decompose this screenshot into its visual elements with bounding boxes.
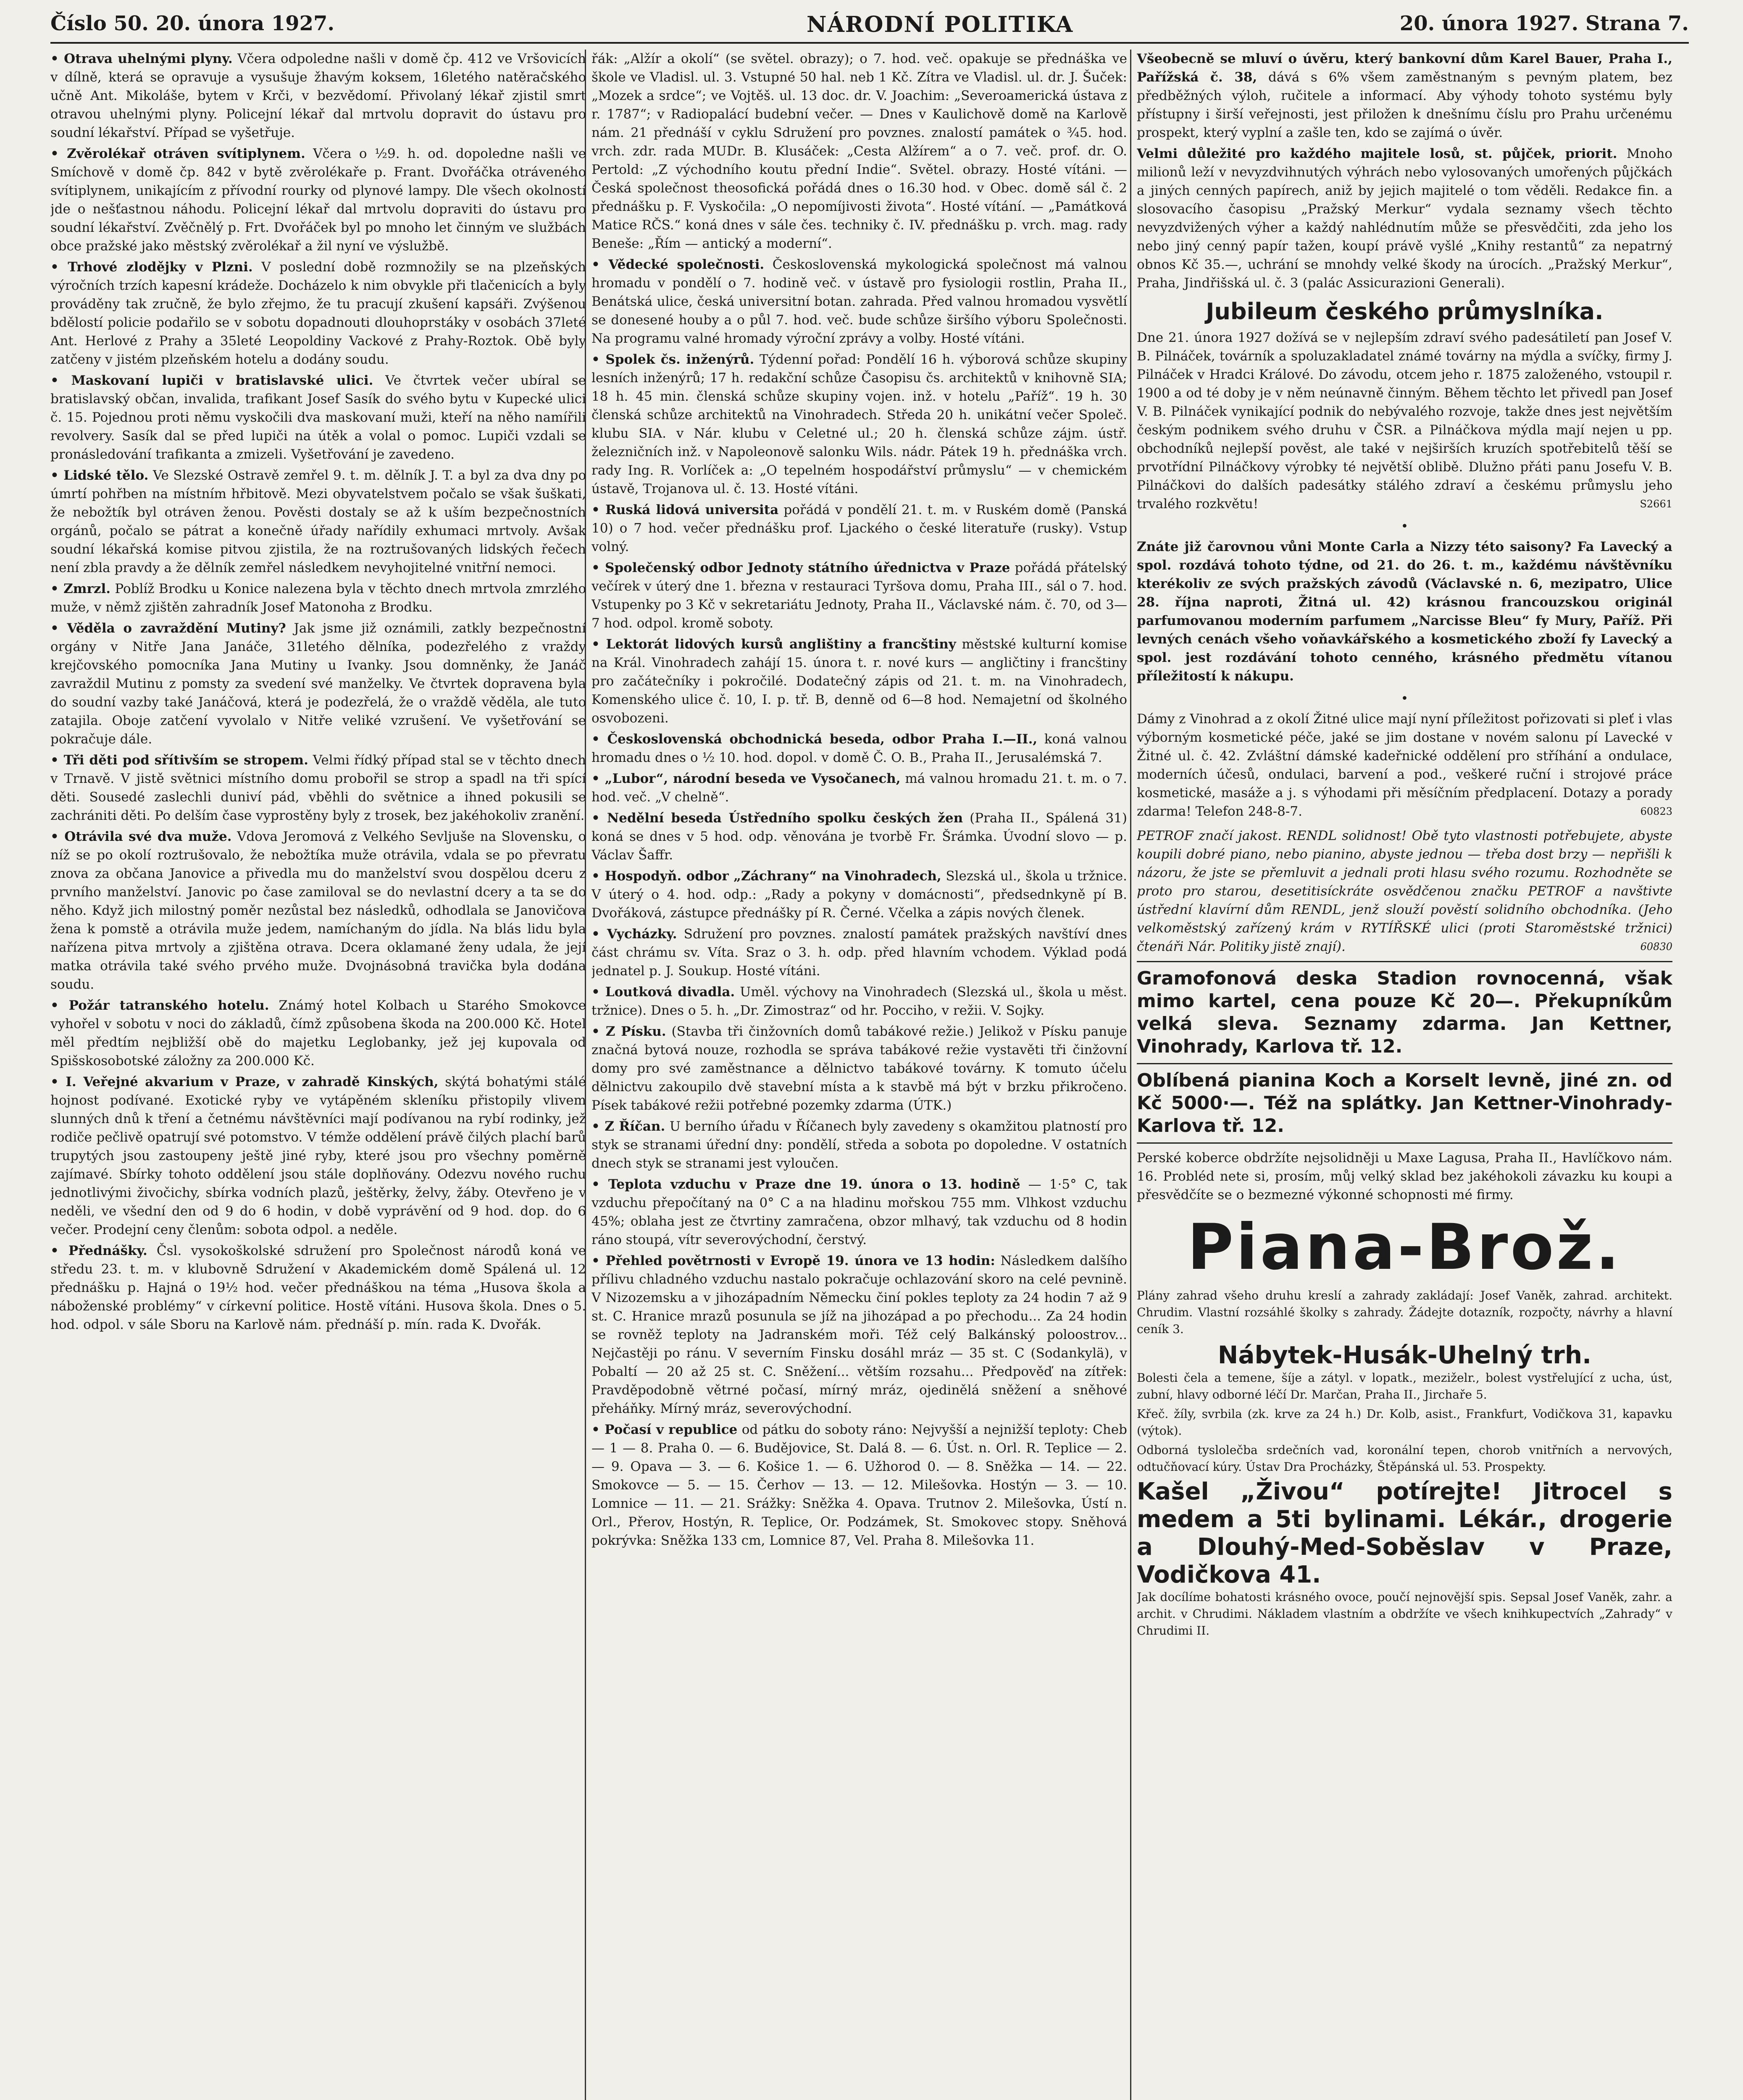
bullet-marker: •	[592, 1422, 605, 1437]
jubileum-text: Dne 21. února 1927 dožívá se v nejlepším zdraví svého padesátiletí pan Josef V. B. Pilnáček, továrník a spoluzakladatel známé továrny na mýdla a svíčky, firmy J. Pilnáček v Hradci Králové. Do závodu, otcem jeho r. 1875 založeného, vstoupil r. 1900 a od té doby je v něm neúnavně činným. Během těchto let přivedl pan Josef V. B. Pilnáček vynikající podnik do nebývalého rozvoje, takže dnes jest největším českým podnikem svého druhu v ČSR. a Pilnáčkova mýdla mají nejen u pp. obchodníků nejlepší pověst, ale také v nejširších kruzích spotřebitelů těší se prvotřídní Pilnáčkovy výrobky té největší oblibě. Dlužno přáti panu Josefu V. B. Pilnáčkovi do dalších padesátky stálého zdraví a českému průmyslu jeho trvalého rozkvětu!	[1137, 330, 1672, 512]
bullet-marker: •	[592, 1253, 606, 1268]
article-text: městské kulturní komise na Král. Vinohradech zahájí 15. února t. r. nové kurs — angličtiny i francštiny pro začátečníky i pokročilé. Dodatečný zápis od 21. t. m. na Vinohradech, Komenského ulice č. 10, I. p. tř. B, denně od 6—8 hod. Nemajetní od školného osvobozeni.	[592, 637, 1127, 726]
article-text: řák: „Alžír a okolí“ (se světel. obrazy); o 7. hod. več. opakuje se přednáška ve škole ve Vladisl. ul. 3. Vstupné 50 hal. neb 1 Kč. Zítra ve Vladisl. ul. dr. J. Šuček: „Mozek a srdce“; ve Vojtěš. ul. 13 doc. dr. V. Joachim: „Severoamerická ústava z r. 1787“; v Radiopalácí budební večer. — Dnes v Kaulichově domě na Karlově nám. 21 přednáší v cyklu Sdružení pro povznes. znalostí památek o ¾5. hod. vrch. zdr. rada MUDr. B. Klusáček: „Cesta Alžírem“ a o 7. več. prof. dr. O. Pertold: „Z východního koutu přední Indie“. Světel. obrazy. Hosté vítáni. — Česká společnost theosofická pořádá dnes o 16.30 hod. v Obec. domě sál č. 2 přednášku p. F. Vyskočila: „O nepomíjivosti života“. Hosté vítání. — „Památková Matice RČS.“ koná dnes v sále čes. techniky č. IV. přednášku p. vrch. mag. rady Beneše: „Řím — antický a moderní“.	[592, 51, 1127, 251]
article-text: Jak jsme již oznámili, zatkly bezpečnostní orgány v Nitře Jana Janáče, 31letého dělníka, podezřelého z vraždy krejčovského pomocníka Jana Mutiny u Ivanky. Jsou domněnky, že Janáč zavraždil Mutinu z pomsty za svedení své manželky. Ve čtvrtek dopravena byla do soudní vazby také Janáčová, která je podezřelá, že o vraždě věděla, ale tuto zatajila. Oboje zatčení vyvolalo v Nitře veliké vzrušení. Ve vyšetřování se pokračuje dále.	[50, 621, 586, 747]
bullet-marker: •	[592, 502, 605, 517]
bullet-marker: •	[592, 637, 606, 652]
article-headline: Společenský odbor Jednoty státního úřednictva v Praze	[605, 560, 1010, 575]
article-headline: Přehled povětrnosti v Evropě 19. února ve 13 hodin:	[605, 1253, 995, 1268]
article-headline: Zmrzl.	[63, 581, 111, 596]
article	[50, 580, 586, 617]
article	[592, 983, 1127, 1020]
article-headline: Trhové zlodějky v Plzni.	[68, 260, 253, 275]
separator: •	[1401, 691, 1409, 706]
article-headline: Maskovaní lupiči v bratislavské ulici.	[71, 373, 373, 388]
petrof-ad	[1137, 827, 1672, 956]
article-text: dává s 6% všem zaměstnaným s pevným platem, bez předběžných výloh, ručitele a informací. Aby výhody tohoto systému byly přístupny i širší veřejnosti, jest přiložen k dnešnímu číslu pro Prahu určenému prospekt, který vyplní a zašle ten, kdo se zajímá o úvěr.	[1137, 70, 1672, 140]
article-headline: Přednášky.	[68, 1243, 147, 1258]
article	[592, 559, 1127, 633]
article-text: od pátku do soboty ráno: Nejvyšší a nejnižší teploty: Cheb — 1 — 8. Praha 0. — 6. Budějovice, St. Dalá 8. — 6. Úst. n. Orl. R. Teplice — 2. — 9. Opava — 3. — 6. Košice 1. — 6. Užhorod 0. — 8. Sněžka — 14. — 22. Smokovce — 5. — 15. Čerhov — 13. — 12. Milešovka. Hostýn — 3. — 10. Lomnice — 11. — 21. Srážky: Sněžka 4. Opava. Trutnov 2. Milešovka, Ústí n. Orl., Přerov, Hostýn, R. Teplice, Or. Podzámek, St. Smokovec stopy. Sněhová pokrývka: Sněžka 133 cm, Lomnice 87, Vel. Praha 8. Milešovka 11.	[592, 1422, 1127, 1548]
bullet-marker: •	[50, 373, 71, 388]
bullet-marker: •	[592, 811, 607, 826]
bullet-marker: •	[50, 581, 64, 596]
article	[592, 1117, 1127, 1173]
article-text: Známý hotel Kolbach u Starého Smokovce vyhořel v sobotu v noci do základů, čímž způsobena škoda na 200.000 Kč. Hotel měl předtím nejbližší obě do majetku Leglobanky, jež jej kupovala od Spišskosobotské záložny za 200.000 Kč.	[50, 998, 586, 1068]
article	[592, 501, 1127, 556]
article-text: pořádá v pondělí 21. t. m. v Ruském domě (Panská 10) o 7 hod. večer přednášku prof. Ljackého o české literatuře (rusky). Vstup volný.	[592, 502, 1127, 554]
bullet-marker: •	[592, 771, 605, 786]
article	[1137, 50, 1672, 142]
article-headline: Počasí v republice	[605, 1422, 738, 1437]
article-text: U berního úřadu v Říčanech byly zavedeny s okamžitou platností pro styk se stranami úřední dny: pondělí, středa a sobota po dopoledne. V ostatních dnech styk se stranami jest vyloučen.	[592, 1119, 1127, 1171]
article	[50, 1073, 586, 1239]
date-page: 20. února 1927. Strana 7.	[1399, 12, 1689, 35]
header-rule	[50, 42, 1689, 44]
article	[50, 996, 586, 1070]
article-text: (Stavba tři činžovních domů tabákové režie.) Jelikož v Písku panuje značná bytová nouze, rozhodla se správa tabákové režie vystavěti tři činžovní domy pro své zaměstnance a dělnictvo tabákové továrny. K tomuto účelu dělnictvu zakoupilo dvě stavební místa a k stavbě má být v brzku přikročeno. Písek tabákové režii potřebné pozemky zdarma (ÚTK.)	[592, 1024, 1127, 1113]
article-text: Včera odpoledne našli v domě čp. 412 ve Vršovicích v dílně, která se opravuje a vysušuje žhavým koksem, 16letého natěračského učně Ant. Mikoláše, bytem v Krči, v bezvědomí. Přivolaný lékař zjistil smrt otravou uhelnými plyny. Policejní lékař dal mrtvolu dopravit do ústavu pro soudní lékařství. Případ se vyšetřuje.	[50, 51, 586, 140]
column-3	[1137, 50, 1672, 2100]
article-headline: „Lubor“, národní beseda ve Vysočanech,	[605, 771, 901, 786]
jubileum-title: Jubileum českého průmyslníka.	[1206, 298, 1604, 325]
bullet-marker: •	[592, 560, 605, 575]
column-2	[592, 50, 1127, 2100]
damy-text: Dámy z Vinohrad a z okolí Žitné ulice mají nyní příležitost pořizovati si pleť i vlas výborným kosmetické péče, jaké se jim dostane v novém salonu pí Lavecké v Žitné ul. č. 42. Zvláštní dámské kadeřnické oddělení pro stříhání a ondulace, moderních účesů, ondulaci, barvení a pod., veškeré ruční i strojové práce kosmetické, masáže a j. s výhodami při měsíčním předplacení. Dotazy a porady zdarma! Telefon 248-8-7.	[1137, 711, 1672, 819]
bullet-marker: •	[50, 1074, 66, 1089]
article	[592, 50, 1127, 253]
page-header	[50, 12, 1689, 41]
monte-carlo-text: Znáte již čarovnou vůni Monte Carla a Nizzy této saisony? Fa Lavecký a spol. rozdává tohoto týdne, od 21. do 26. t. m., každému návštěvníku kterékoliv ze svých pražských závodů (Václavské n. 6, mezipatro, Ulice 28. října naproti, Žitná ul. 42) krásnou francouzskou originál parfumovanou moderním parfumem „Narcisse Bleu“ fy Mury, Paříž. Při levných cenách všeho voňavkářského a kosmetického zboží fy Lavecký a spol. jest rozdávání tohoto cenného, krásného předmětu vítanou příležitostí k nákupu.	[1137, 539, 1672, 684]
article-headline: Vědecké společnosti.	[608, 257, 765, 272]
bullet-marker: •	[592, 1024, 606, 1039]
bullet-marker: •	[592, 927, 607, 942]
article-text: Čsl. vysokoškolské sdružení pro Společnost národů koná ve středu 23. t. m. v klubovně Sdružení v Akademickém domě Spálená ul. 12 přednášku p. Hajná o 19½ hod. večer přednáškou na téma „Husova škola a náboženské problémy“ v církevní politice. Hostě vítáni. Husova škola. Dnes o 5. hod. odpol. v sále Sboru na Karlově nám. přednáší p. mín. rada K. Dvořák.	[50, 1243, 586, 1332]
article	[592, 769, 1127, 806]
article-text: koná valnou hromadu dnes o ½ 10. hod. dopol. v domě Č. O. B., Praha II., Jerusalémská 7.	[592, 732, 1127, 765]
article-text: Vdova Jeromová z Velkého Sevljuše na Slovensku, o níž se po okolí roztrušovalo, že nebožtíka muže otrávila, vdala se po převratu znova za občana Janovice a přivedla mu do manželství svou dospělou dceru z prvního manželství. Janovic po čase zamiloval se do nevlastní dcery a ta se do něho. Když jich milostný poměr nezůstal bez následků, odhodlala se Janovičova žena k pomstě a otrávila muže jedem, namíchaným do jídla. Na blás lidu byla nařízena pitva mrtvoly a zjištěna otrava. Dcera oklamané ženy udala, že její matka otrávila také svého prvého muže. Dvojnásobná travička byla dodána soudu.	[50, 829, 586, 992]
article	[50, 827, 586, 994]
ad-code: S2661	[1640, 498, 1672, 510]
article	[592, 255, 1127, 348]
article-headline: Zvěrolékař otráven svítiplynem.	[67, 146, 305, 161]
ovoce-ad: Jak docílíme bohatosti krásného ovoce, poučí nejnovější spis. Sepsal Josef Vaněk, zahr. a archit. v Chrudimi. Nákladem vlastním a obdržíte ve všech knihkupectvích „Zahrady“ v Chrudimi II.	[1137, 1590, 1672, 1638]
article-headline: Velmi důležité pro každého majitele losů, st. půjček, priorit.	[1137, 146, 1617, 161]
article	[50, 619, 586, 748]
bullet-marker: •	[592, 1177, 608, 1192]
bullet-marker: •	[50, 1243, 68, 1258]
article	[592, 1252, 1127, 1418]
bullet-marker: •	[592, 869, 605, 884]
article-text: Velmi řídký případ stal se v těchto dnech v Trnavě. V jistě světnici místního domu probořil se strop a spadl na tři spící děti. Sousedé zaslechli duniví pád, vběhli do světnice a ihned pokusili se zachrániti děti. Po delším čase vyprostěny byly z trosek, bez jakéhokoliv zranění.	[50, 753, 586, 823]
article-text: Ve čtvrtek večer ubíral se bratislavský občan, invalida, trafikant Josef Sasík do svého bytu v Kupecké ulici č. 15. Pojednou proti němu vyskočili dva maskovaní muži, kteří na něho namířili revolvery. Sasík dal se před lupiči na útěk a volal o pomoc. Lupiči vzdali se pronásledování trafikanta a zmizeli. Vyšetřování je zavedeno.	[50, 373, 586, 462]
column-divider-2	[1130, 50, 1131, 2100]
bullet-marker: •	[592, 257, 609, 272]
separator: •	[1401, 519, 1409, 534]
article-headline: Lektorát lidových kursů anglištiny a francštiny	[606, 637, 956, 652]
article	[592, 867, 1127, 922]
bullet-marker: •	[50, 51, 64, 66]
bullet-marker: •	[592, 984, 605, 1000]
krec-ad: Křeč. žíly, svrbila (zk. krve za 24 h.) Dr. Kolb, asist., Frankfurt, Vodičkova 31, kapavku (výtok).	[1137, 1407, 1672, 1438]
article-text: Týdenní pořad: Pondělí 16 h. výborová schůze skupiny lesních inženýrů; 17 h. redakční schůze Časopisu čs. architektů v knihovně SIA; 18 h. 45 min. členská schůze skupiny vojen. inž. v hotelu „Paříž“. 19 h. 30 členská schůze architektů na Vinohradech. Středa 20 h. unikátní večer Společ. klubu SIA. v Nár. klubu v Celetné ul.; 20 h. členská schůze zájm. ústř. železničních inž. v Napoleonově salonku Wils. nádr. Pátek 19 h. přednáška vrch. rady Ing. R. Vorlíček a: „O tepelném hospodářství průmyslu“ — v chemickém ústavě, Trojanova ul. č. 13. Hosté vítáni.	[592, 352, 1127, 496]
article	[592, 350, 1127, 498]
article	[50, 144, 586, 255]
article	[592, 925, 1127, 980]
article-text: (Praha II., Spálená 31) koná se dnes v 5 hod. odp. věnována je tvorbě Fr. Šrámka. Úvodní slovo — p. Václav Šaffr.	[592, 811, 1127, 863]
article	[592, 635, 1127, 727]
bullet-marker: •	[50, 829, 65, 844]
nabytek-ad: Nábytek-Husák-Uhelný trh.	[1217, 1341, 1592, 1369]
tyslov-ad: Odborná tyslolečba srdečních vad, koronální tepen, chorob vnitřních a nervových, odtučňovací kúry. Ústav Dra Procházky, Štěpánská ul. 53. Prospekty.	[1137, 1443, 1672, 1474]
article-headline: Všeobecně se mluví o úvěru, který bankovní dům Karel Bauer, Praha I., Pařížská č. 38,	[1137, 51, 1672, 85]
article-text: — 1·5° C, tak vzduchu přepočítaný na 0° C a na hladinu mořskou 755 mm. Vlhkost vzduchu 45%; oblaha jest ze čtvrtiny zamračena, obzor mlhavý, tak vzduchu od 8 hodin ráno stoupá, vítr severovýchodní, čerstvý.	[592, 1177, 1127, 1247]
perske-ad: Perské koberce obdržíte nejsolidněji u Maxe Lagusa, Praha II., Havlíčkovo nám. 16. Probléd nete si, prosím, můj velký sklad bez jakéhokoli závazku ku koupi a přesvědčíte se o bezmezné výkonné schopnosti mé firmy.	[1137, 1150, 1672, 1202]
article-headline: Tři děti pod sřítivším se stropem.	[63, 753, 308, 768]
bullet-marker: •	[592, 352, 606, 367]
article-headline: Věděla o zavraždění Mutiny?	[67, 621, 286, 636]
damy-ad	[1137, 710, 1672, 821]
article-text: Slezská ul., škola u tržnice. V úterý o 4. hod. odp.: „Rady a pokyny v domácnosti“, předsednkyně pí B. Dvořáková, zástupce přednášky pí R. Černé. Včelka a zápis nových členek.	[592, 869, 1127, 921]
article-text: Ve Slezské Ostravě zemřel 9. t. m. dělník J. T. a byl za dva dny po úmrtí pohřben na místním hřbitově. Mezi obyvatelstvem počalo se však šuškati, že nebožtík byl otráven ženou. Pověsti dostaly se až k uším bezpečnostních orgánů, počalo se pátrat a konečně úřady nařídily exhumaci mrtvoly. Avšak soudní lékařská komise pitvou zjistila, že na roztrušovaných lidských řečech není zbla pravdy a že dělník zemřel následkem nevyhojitelné vnitřní nemoci.	[50, 468, 586, 575]
article-text: pořádá přátelský večírek v úterý dne 1. března v restauraci Tyršova domu, Praha III., sál o 7. hod. Vstupenky po 3 Kč v sekretariátu Jednoty, Praha II., Václavské nám. č. 70, od 3—7 hod. odpol. kromě soboty.	[592, 560, 1127, 631]
article-headline: Otrávila své dva muže.	[64, 829, 232, 844]
article-headline: Československá obchodnická beseda, odbor Praha I.—II.,	[607, 732, 1038, 747]
gramofon-ad: Gramofonová deska Stadion rovnocenná, však mimo kartel, cena pouze Kč 20—. Překupníkům velká sleva. Seznamy zdarma. Jan Kettner, Vinohrady, Karlova tř. 12.	[1137, 968, 1672, 1057]
article	[50, 1242, 586, 1334]
article-text: Včera o ½9. h. od. dopoledne našli ve Smíchově v domě čp. 842 v bytě zvěrolékaře p. Frant. Dvořáčka otráveného svítiplynem, unikajícím z přívodní rourky od plynové lampy. Dle všech okolností jde o nešťastnou náhodu. Policejní lékař dal mrtvolu dopraviti do ústavu pro soudní lékařství. Zvěčnělý p. Frt. Dvořáček byl po mnoho let činným ve službách obce pražské jako městský zvěrolékař a žil nyní ve výslužbě.	[50, 146, 586, 254]
article-headline: Vycházky.	[607, 927, 677, 942]
article	[592, 1175, 1127, 1249]
article-text: skýtá bohatými stálé hojnost podívané. Exotické ryby ve vytápěném skleníku přistopily vlivem slunných dnů k tření a četnému návštěvníci mají podívanou na rybí rodinky, jež rodiče pečlivě opatrují své potomstvo. V témže oddělení právě čilých plachí barů trupytých jsou zastoupeny ještě jiné ryby, které jsou pro všechny poměrně zajímavé. Sbírky tohoto oddělení jsou stále doplňovány. Odezvu nového ruchu jednotlivými živočichy, sbírka vodních plazů, ještěrky, želvy, žáby. Otevřeno je v neděli, ve všední den od 9 do 6 hodin, v době vyprávění od 9 hod. dop. do 6 večer. Prodejní ceny členům: sobota odpol. a neděle.	[50, 1074, 586, 1237]
issue-number: Číslo 50. 20. února 1927.	[50, 12, 335, 35]
article-headline: Lidské tělo.	[63, 468, 149, 483]
article-headline: Z Písku.	[605, 1024, 666, 1039]
article-headline: Nedělní beseda Ústředního spolku českých žen	[607, 811, 963, 826]
article	[50, 50, 586, 142]
ad-code: 60823	[1640, 806, 1672, 817]
article-headline: Z Říčan.	[605, 1119, 665, 1134]
article-headline: Loutková divadla.	[605, 984, 735, 1000]
article-text: V poslední době rozmnožily se na plzeňských výročních trzích kapesní krádeže. Docházelo k nim obvykle při tlačenicích a byly prováděny tak zručně, že bylo zřejmo, že tu pracují zkušení kapsáři. Zvýšenou bdělostí policie podařilo se v sobotu dopadnouti dlouhoprstáky v osobách 37leté Ant. Herlové z Prahy a 35leté Leopoldiny Vackové z Prahy-Roztok. Obě byly zatčeny v jistém plzeňském hotelu a dodány soudu.	[50, 260, 586, 367]
article-headline: Teplota vzduchu v Praze dne 19. února o 13. hodině	[608, 1177, 1020, 1192]
article-text: Následkem dalšího přílivu chladného vzduchu nastalo pokračuje ochlazování skoro na celé pevnině. V Nizozemsku a v jihozápadním Německu činí pokles teploty za 24 hodin 7 až 9 st. C. Hranice mrazů posunula se jíž na jihozápad a po přechodu... Za 24 hodin se rovněž teploty na Jadranském moři. Též celý Balkánský poloostrov... Nejčastěji po ránu. V severním Finsku dosáhl mráz — 35 st. C (Sodankylä), v Pobaltí — 20 až 25 st. C. Sněžení... větším rozsahu... Předpověď na zítřek: Pravděpodobně větrné počasí, mírný mráz, ojedinělá sněžení a sněhové přeháňky. Mírný mráz, severovýchodní.	[592, 1253, 1127, 1416]
bolesti-ad: Bolesti čela a temene, šíje a zátyl. v lopatk., meziželr., bolest vystřelující z ucha, úst, zubní, hlavy odborné léčí Dr. Marčan, Praha II., Jirchaře 5.	[1137, 1371, 1672, 1402]
article	[50, 371, 586, 464]
divider	[1137, 961, 1672, 962]
article	[50, 258, 586, 369]
monte-carlo-ad	[1137, 538, 1672, 685]
article-headline: Otrava uhelnými plyny.	[64, 51, 233, 66]
article	[592, 1022, 1127, 1115]
bullet-marker: •	[50, 753, 64, 768]
article-headline: I. Veřejné akvarium v Praze, v zahradě Kinských,	[66, 1074, 439, 1089]
article-text: Československá mykologická společnost má valnou hromadu v pondělí o 7. hodině več. v ústavě pro fysiologii rostlin, Praha II., Benátská ulice, česká universitní botan. zahrada. Před valnou hromadou vysvětlí se donesené houby a o půl 7. hod. več. bude schůze širšího výboru Společnosti. Na programu valné hromady výroční zprávy a volby. Hosté vítáni.	[592, 257, 1127, 346]
bullet-marker: •	[50, 260, 68, 275]
divider	[1137, 1142, 1672, 1144]
article	[50, 466, 586, 577]
column-1	[50, 50, 586, 2100]
bullet-marker: •	[50, 146, 67, 161]
article-text: má valnou hromadu 21. t. m. o 7. hod. več. „V chelně“.	[592, 771, 1127, 805]
bullet-marker: •	[592, 732, 607, 747]
article-headline: Spolek čs. inženýrů.	[605, 352, 755, 367]
article-text: Mnoho milionů leží v nevyzdvihnutých výhrách nebo vylosovaných umořených půjčkách a jiných cenných papírech, aniž by jejich majitelé o tom věděli. Redakce fin. a slosovacího časopisu „Pražský Merkur“ vydala seznamy všech těchto nevyzdvižených výher a každý nahlédnutím může se přesvědčiti, zda jeho los nebo jiný cenný papír tažen, koupí právě vyšlé „Knihy restantů“ za nepatrný obnos Kč 35.—, uchrání se mnohdy velké škody na úrocích. „Pražský Merkur“, Praha, Jindřišská ul. č. 3 (palác Assicurazioni Generali).	[1137, 146, 1672, 291]
divider	[1137, 1063, 1672, 1064]
article	[592, 809, 1127, 864]
pianina-ad: Oblíbená pianina Koch a Korselt levně, jiné zn. od Kč 5000·—. Též na splátky. Jan Kettner-Vinohrady-Karlova tř. 12.	[1137, 1070, 1672, 1137]
article-text: Uměl. výchovy na Vinohradech (Slezská ul., škola u měst. tržnice). Dnes o 5. h. „Dr. Zimostraz“ od hr. Pocciho, v režii. V. Sojky.	[592, 984, 1127, 1018]
bullet-marker: •	[592, 1119, 605, 1134]
article	[592, 1420, 1127, 1550]
article-text: Sdružení pro povznes. znalostí památek pražských navštíví dnes část chrámu sv. Víta. Sraz o 3. h. odp. před hlavním vchodem. Výklad podá jednatel p. J. Soukup. Hosté vítáni.	[592, 927, 1127, 979]
article	[592, 730, 1127, 767]
bullet-marker: •	[50, 621, 67, 636]
jubileum-article	[1137, 328, 1672, 513]
petrof-text: PETROF značí jakost. RENDL solidnost! Obě tyto vlastnosti potřebujete, abyste koupili dobré piano, nebo pianino, abyste jednou — třeba dost brzy — nepřišli k názoru, že jste se přemluvit a jednali proti hlasu svého rozumu. Rozhodněte se proto pro starou, desetitisíckráte osvědčenou značku PETROF a navštivte ústřední klavírní dům RENDL, jenž slouží pověstí solidního obchodníka. (Jeho velkoměstský zařízený krám v RYTÍŘSKÉ ulici (proti Staroměstské tržnici) čtenáři Nár. Politiky jistě znají).	[1137, 828, 1672, 954]
kasel-ad: Kašel „Živou“ potírejte! Jitrocel s medem a 5ti bylinami. Lékár., drogerie a Dlouhý-Med-Soběslav v Praze, Vodičkova 41.	[1137, 1478, 1672, 1588]
ad-code: 60830	[1640, 941, 1672, 953]
article	[50, 751, 586, 825]
article-headline: Ruská lidová universita	[605, 502, 779, 517]
article-headline: Požár tatranského hotelu.	[68, 998, 269, 1013]
plany-ad: Plány zahrad všeho druhu kreslí a zahrady zakládají: Josef Vaněk, zahrad. architekt. Chrudim. Vlastní rozsáhlé školky s zahrady. Žádejte dotazník, rozpočty, návrhy a hlavní ceník 3.	[1137, 1289, 1672, 1336]
bullet-marker: •	[50, 998, 69, 1013]
article-text: Poblíž Brodku u Konice nalezena byla v těchto dnech mrtvola zmrzlého muže, v němž zjištěn zahradník Josef Matonoha z Brodku.	[50, 581, 586, 615]
bullet-marker: •	[50, 468, 64, 483]
piana-broz-ad: Piana-Brož.	[1187, 1211, 1622, 1284]
article-headline: Hospodyň. odbor „Záchrany“ na Vinohradech,	[605, 869, 941, 884]
newspaper-title: NÁRODNÍ POLITIKA	[807, 12, 1074, 37]
article	[1137, 144, 1672, 292]
